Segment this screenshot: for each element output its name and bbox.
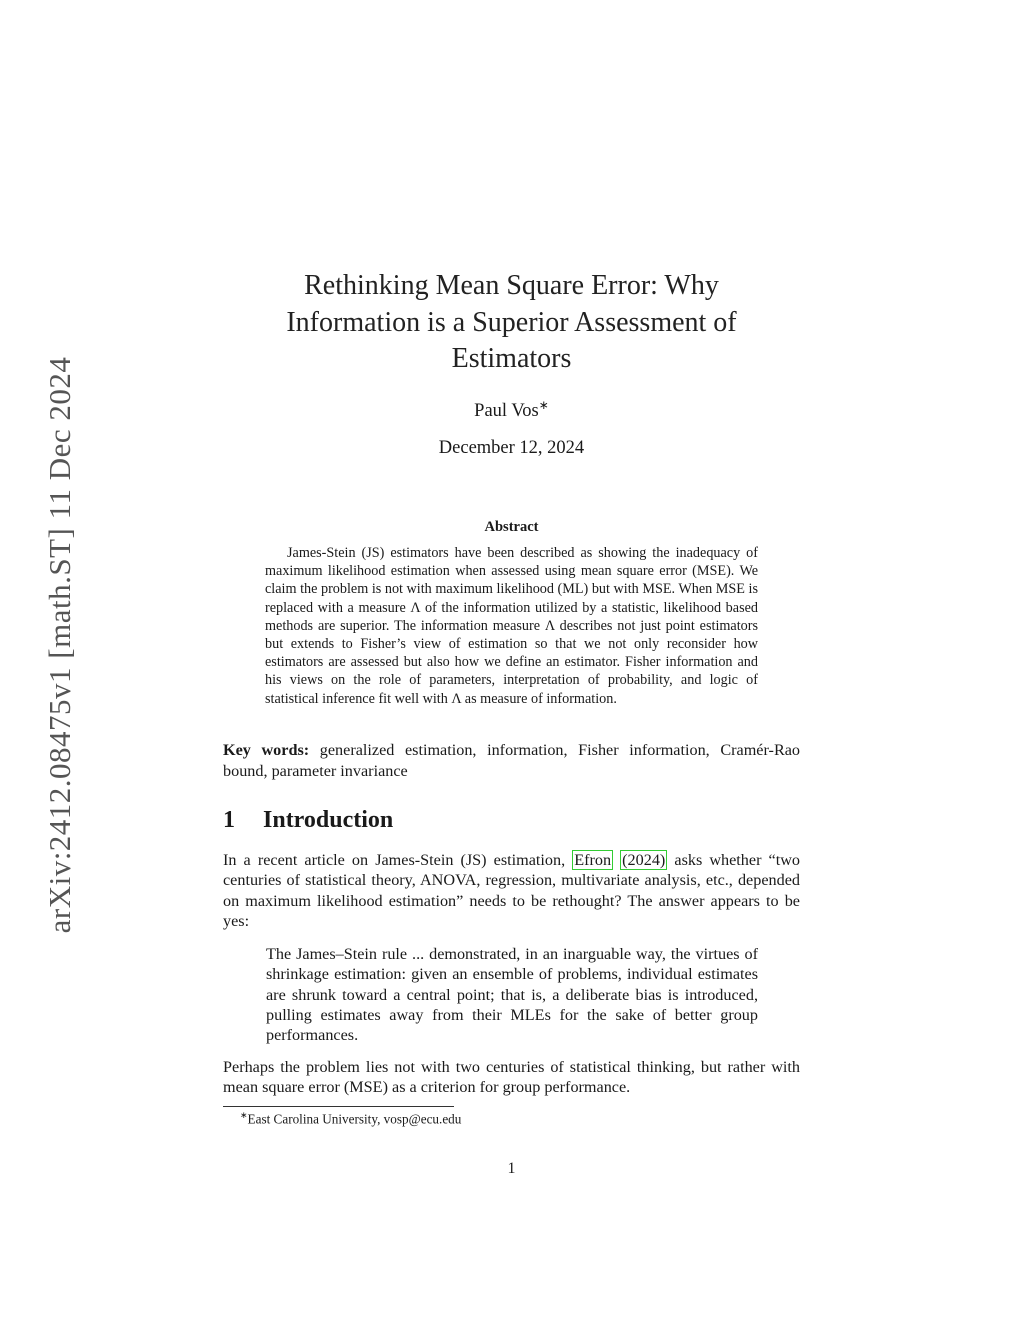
block-quote: The James–Stein rule ... demonstrated, in an inarguable way, the virtues of shrinkage estimation: given an ensemble of problems, individual estimates are shrunk toward a central point; that is, a deliberate bias is introduced, pulling estimates away from their MLEs for the sake of better group performances. (266, 945, 758, 1045)
title-line-2: Information is a Superior Assessment of (286, 306, 737, 338)
author-name: Paul Vos (474, 401, 539, 422)
citation-link-year[interactable]: (2024) (622, 851, 666, 869)
title-line-1: Rethinking Mean Square Error: Why (304, 270, 719, 301)
footnote-rule (223, 1106, 454, 1107)
abstract-heading: Abstract (484, 519, 539, 535)
keywords-label: Key words: (223, 741, 310, 759)
section-heading (223, 807, 800, 834)
author-line (223, 398, 800, 422)
section-title: Introduction (263, 807, 394, 833)
title-line-3: Estimators (451, 343, 572, 374)
author-footnote-mark: ∗ (538, 398, 549, 412)
intro-text-after: asks whether “two centuries of statistical theory, ANOVA, regression, multivariate analysis, etc., depended on maximum likelihood estimation” needs to be rethought? The answer appears to be yes: (223, 851, 801, 930)
footnote-mark: ∗ (240, 1110, 248, 1120)
page-number: 1 (507, 1160, 516, 1177)
paragraph-2: Perhaps the problem lies not with two centuries of statistical thinking, but rather with mean square error (MSE) as a criterion for group performance. (223, 1058, 800, 1097)
paper-date: December 12, 2024 (438, 438, 585, 458)
paper-title (223, 268, 800, 378)
arxiv-side-stamp: arXiv:2412.08475v1 [math.ST] 11 Dec 2024 (42, 356, 77, 934)
footnote-text: East Carolina University, vosp@ecu.edu (247, 1111, 462, 1127)
keywords (223, 740, 800, 781)
intro-paragraph (223, 850, 800, 931)
section-number: 1 (223, 807, 235, 833)
footnote (240, 1110, 461, 1127)
keywords-text: generalized estimation, information, Fisher information, Cramér-Rao bound, parameter invariance (223, 741, 801, 780)
citation-link-author[interactable]: Efron (574, 851, 612, 869)
abstract-body: James-Stein (JS) estimators have been described as showing the inadequacy of maximum likelihood estimation when assessed using mean square error (MSE). We claim the problem is not with maximum likelihood (ML) but with MSE. When MSE is replaced with a measure Λ of the information utilized by a statistic, likelihood based methods are superior. The information measure Λ describes not just point estimators but extends to Fisher’s view of estimation so that we not only reconsider how estimators are assessed but also how we define an estimator. Fisher information and his views on the role of parameters, interpretation of probability, and logic of statistical inference fit well with Λ as measure of information. (265, 545, 758, 707)
intro-text-before: In a recent article on James-Stein (JS) estimation, (223, 851, 573, 869)
